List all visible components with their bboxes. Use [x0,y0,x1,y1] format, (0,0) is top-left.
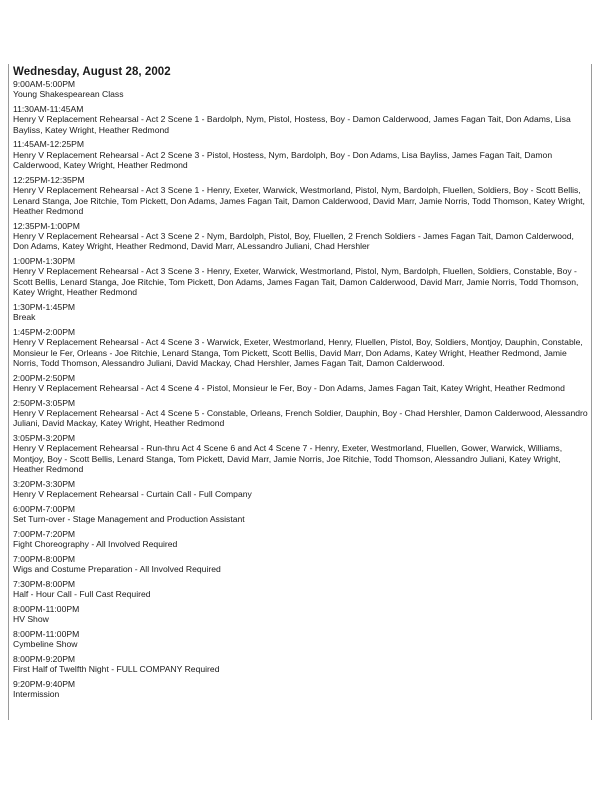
schedule-entry [13,398,588,429]
schedule-entry [13,679,588,700]
entry-description: Henry V Replacement Rehearsal - Act 3 Scene 3 - Henry, Exeter, Warwick, Westmorland, Pistol, Nym, Bardolph, Fluellen, Soldiers, Constable, Boy - Scott Bellis, Lenard Stanga, Joe Ritchie, Tom Pickett, Don Adams, James Fagan Tait, Damon Calderwood, David Marr, Jamie Norris, Todd Thomson, Katey Wright, Heather Redmond [13,266,579,298]
schedule-entry [13,604,588,625]
entry-description: Henry V Replacement Rehearsal - Run-thru Act 4 Scene 6 and Act 4 Scene 7 - Henry, Exeter, Westmorland, Fluellen, Gower, Warwick, Williams, Montjoy, Boy - Scott Bellis, Lenard Stanga, Tom Pickett, David Marr, Jamie Norris, Joe Ritchie, Todd Thomson, Alessandro Juliani, Katey Wright, Heather Redmond [13,443,563,475]
entry-description: HV Show [13,614,49,625]
schedule-entry [13,373,588,394]
entry-description: Intermission [13,689,60,700]
entry-time: 1:30PM-1:45PM [13,301,76,312]
entry-description: Henry V Replacement Rehearsal - Curtain Call - Full Company [13,489,252,500]
schedule-entry [13,175,588,217]
entry-description: Henry V Replacement Rehearsal - Act 3 Scene 1 - Henry, Exeter, Warwick, Westmorland, Pistol, Nym, Bardolph, Fluellen, Soldiers, Boy - Scott Bellis, Lenard Stanga, Joe Ritchie, Tom Pickett, Don Adams, James Fagan Tait, Damon Calderwood, David Marr, Jamie Norris, Todd Thomson, Katey Wright, Heather Redmond [13,185,585,217]
schedule-entry [13,654,588,675]
schedule-entry [13,529,588,550]
schedule-entry [13,221,588,252]
entry-description: Henry V Replacement Rehearsal - Act 2 Scene 3 - Pistol, Hostess, Nym, Bardolph, Boy - Don Adams, Lisa Bayliss, James Fagan Tait, Damon Calderwood, Katey Wright, Heather Redmond [13,149,553,171]
entry-time: 12:25PM-12:35PM [13,174,85,185]
entry-time: 7:30PM-8:00PM [13,578,76,589]
entry-description: Set Turn-over - Stage Management and Production Assistant [13,514,245,525]
entry-time: 6:00PM-7:00PM [13,503,76,514]
entry-description: Fight Choreography - All Involved Required [13,539,178,550]
entry-time: 12:35PM-1:00PM [13,220,80,231]
schedule-document [13,66,588,704]
schedule-entry [13,302,588,323]
schedule-entry [13,104,588,135]
entry-time: 1:45PM-2:00PM [13,326,76,337]
entry-description: Cymbeline Show [13,639,78,650]
schedule-entry [13,327,588,369]
schedule-entry [13,79,588,100]
entry-description: Henry V Replacement Rehearsal - Act 4 Scene 5 - Constable, Orleans, French Soldier, Dauphin, Boy - Chad Hershler, Damon Calderwood, Alessandro Juliani, David Mackay, Katey Wright, Heather Redmond [13,408,588,429]
entry-description: Henry V Replacement Rehearsal - Act 4 Scene 3 - Warwick, Exeter, Westmorland, Henry, Fluellen, Pistol, Boy, Soldiers, Montjoy, Dauphin, Constable, Monsieur le Fer, Orleans - Joe Ritchie, Lenard Stanga, Tom Pickett, Scott Bellis, David Marr, Don Adams, Katey Wright, Heather Redmond, Jamie Norris, Todd Thomson, Alessandro Juliani, David Mackay, Chad Hershler, James Fagan Tait, Damon Calderwood. [13,337,583,369]
entry-description: First Half of Twelfth Night - FULL COMPANY Required [13,664,220,675]
entry-time: 7:00PM-8:00PM [13,553,76,564]
entry-time: 3:20PM-3:30PM [13,478,76,489]
entry-description: Henry V Replacement Rehearsal - Act 2 Scene 1 - Bardolph, Nym, Pistol, Hostess, Boy - Damon Calderwood, James Fagan Tait, Don Adams, Lisa Bayliss, Katey Wright, Heather Redmond [13,114,571,135]
schedule-entry [13,629,588,650]
entry-description: Henry V Replacement Rehearsal - Act 3 Scene 2 - Nym, Bardolph, Pistol, Boy, Fluellen, 2 French Soldiers - James Fagan Tait, Damon Calderwood, Don Adams, Katey Wright, Heather Redmond, David Marr, ALessandro Juliani, Chad Hershler [13,231,574,252]
entry-description: Henry V Replacement Rehearsal - Act 4 Scene 4 - Pistol, Monsieur le Fer, Boy - Don Adams, James Fagan Tait, Katey Wright, Heather Redmond [13,383,565,394]
schedule-entry [13,139,588,170]
entry-description: Half - Hour Call - Full Cast Required [13,589,151,600]
entry-description: Young Shakespearean Class [13,89,124,100]
schedule-entry [13,479,588,500]
entry-time: 8:00PM-11:00PM [13,603,80,614]
entry-time: 8:00PM-11:00PM [13,628,80,639]
entry-time: 2:00PM-2:50PM [13,372,76,383]
entry-time: 3:05PM-3:20PM [13,433,76,444]
entry-time: 1:00PM-1:30PM [13,256,76,267]
entry-time: 11:30AM-11:45AM [13,104,84,114]
entry-time: 9:00AM-5:00PM [13,79,76,89]
schedule-entry [13,256,588,298]
entry-time: 7:00PM-7:20PM [13,528,76,539]
entry-time: 11:45AM-12:25PM [13,139,85,150]
entry-time: 8:00PM-9:20PM [13,653,76,664]
schedule-entry [13,504,588,525]
schedule-entry [13,433,588,475]
entry-time: 2:50PM-3:05PM [13,397,76,408]
entry-description: Break [13,312,36,323]
entry-time: 9:20PM-9:40PM [13,678,76,689]
entry-description: Wigs and Costume Preparation - All Involved Required [13,564,221,575]
day-heading: Wednesday, August 28, 2002 [13,66,171,78]
schedule-entry [13,579,588,600]
schedule-entry [13,554,588,575]
